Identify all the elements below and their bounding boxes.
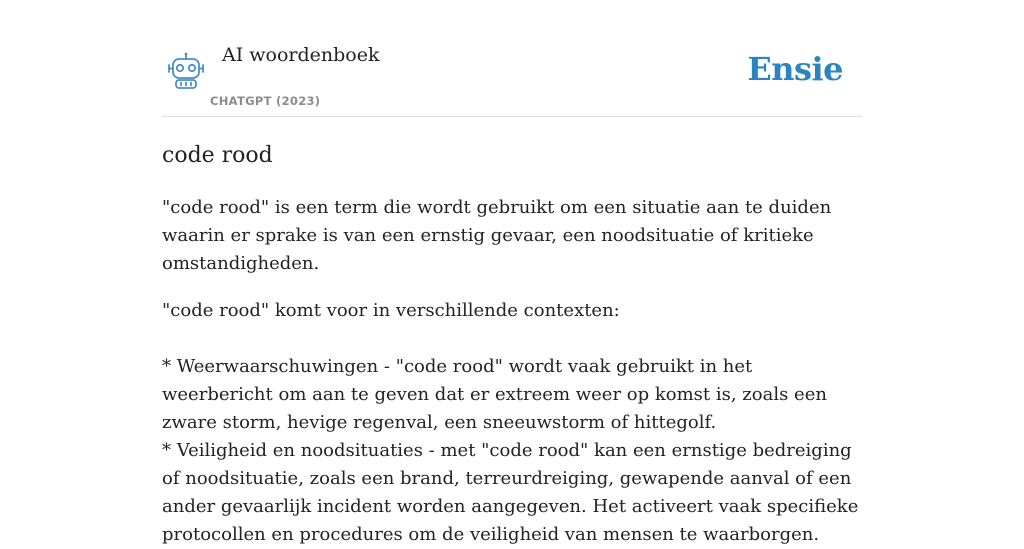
site-subtitle: CHATGPT (2023) <box>210 94 321 108</box>
site-title[interactable]: AI woordenboek <box>222 44 380 66</box>
definition-paragraph: "code rood" komt voor in verschillende contexten: * Weerwaarschuwingen - "code rood" wordt vaak gebruikt in het weerbericht om aan te geven dat er extreem weer op komst is, zoals een zware storm, hevige regenval, een sneeuwstorm of hittegolf. * Veiligheid en noodsituaties - met "code rood" kan een ernstige bedreiging of noodsituatie, zoals een brand, terreurdreiging, gewapende aanval of een ander gevaarlijk incident worden aangegeven. Het activeert vaak specifieke protocollen en procedures om de veiligheid van mensen te waarborgen. <box>162 300 859 545</box>
brand-logo[interactable]: Ensie <box>747 50 843 88</box>
definition-paragraph: "code rood" is een term die wordt gebruikt om een situatie aan te duiden waarin er sprake is van een ernstig gevaar, een noodsituatie of kritieke omstandigheden. <box>162 197 832 274</box>
page <box>162 0 862 549</box>
robot-icon[interactable] <box>166 52 206 90</box>
header <box>162 0 862 117</box>
entry-term: code rood <box>162 143 273 168</box>
